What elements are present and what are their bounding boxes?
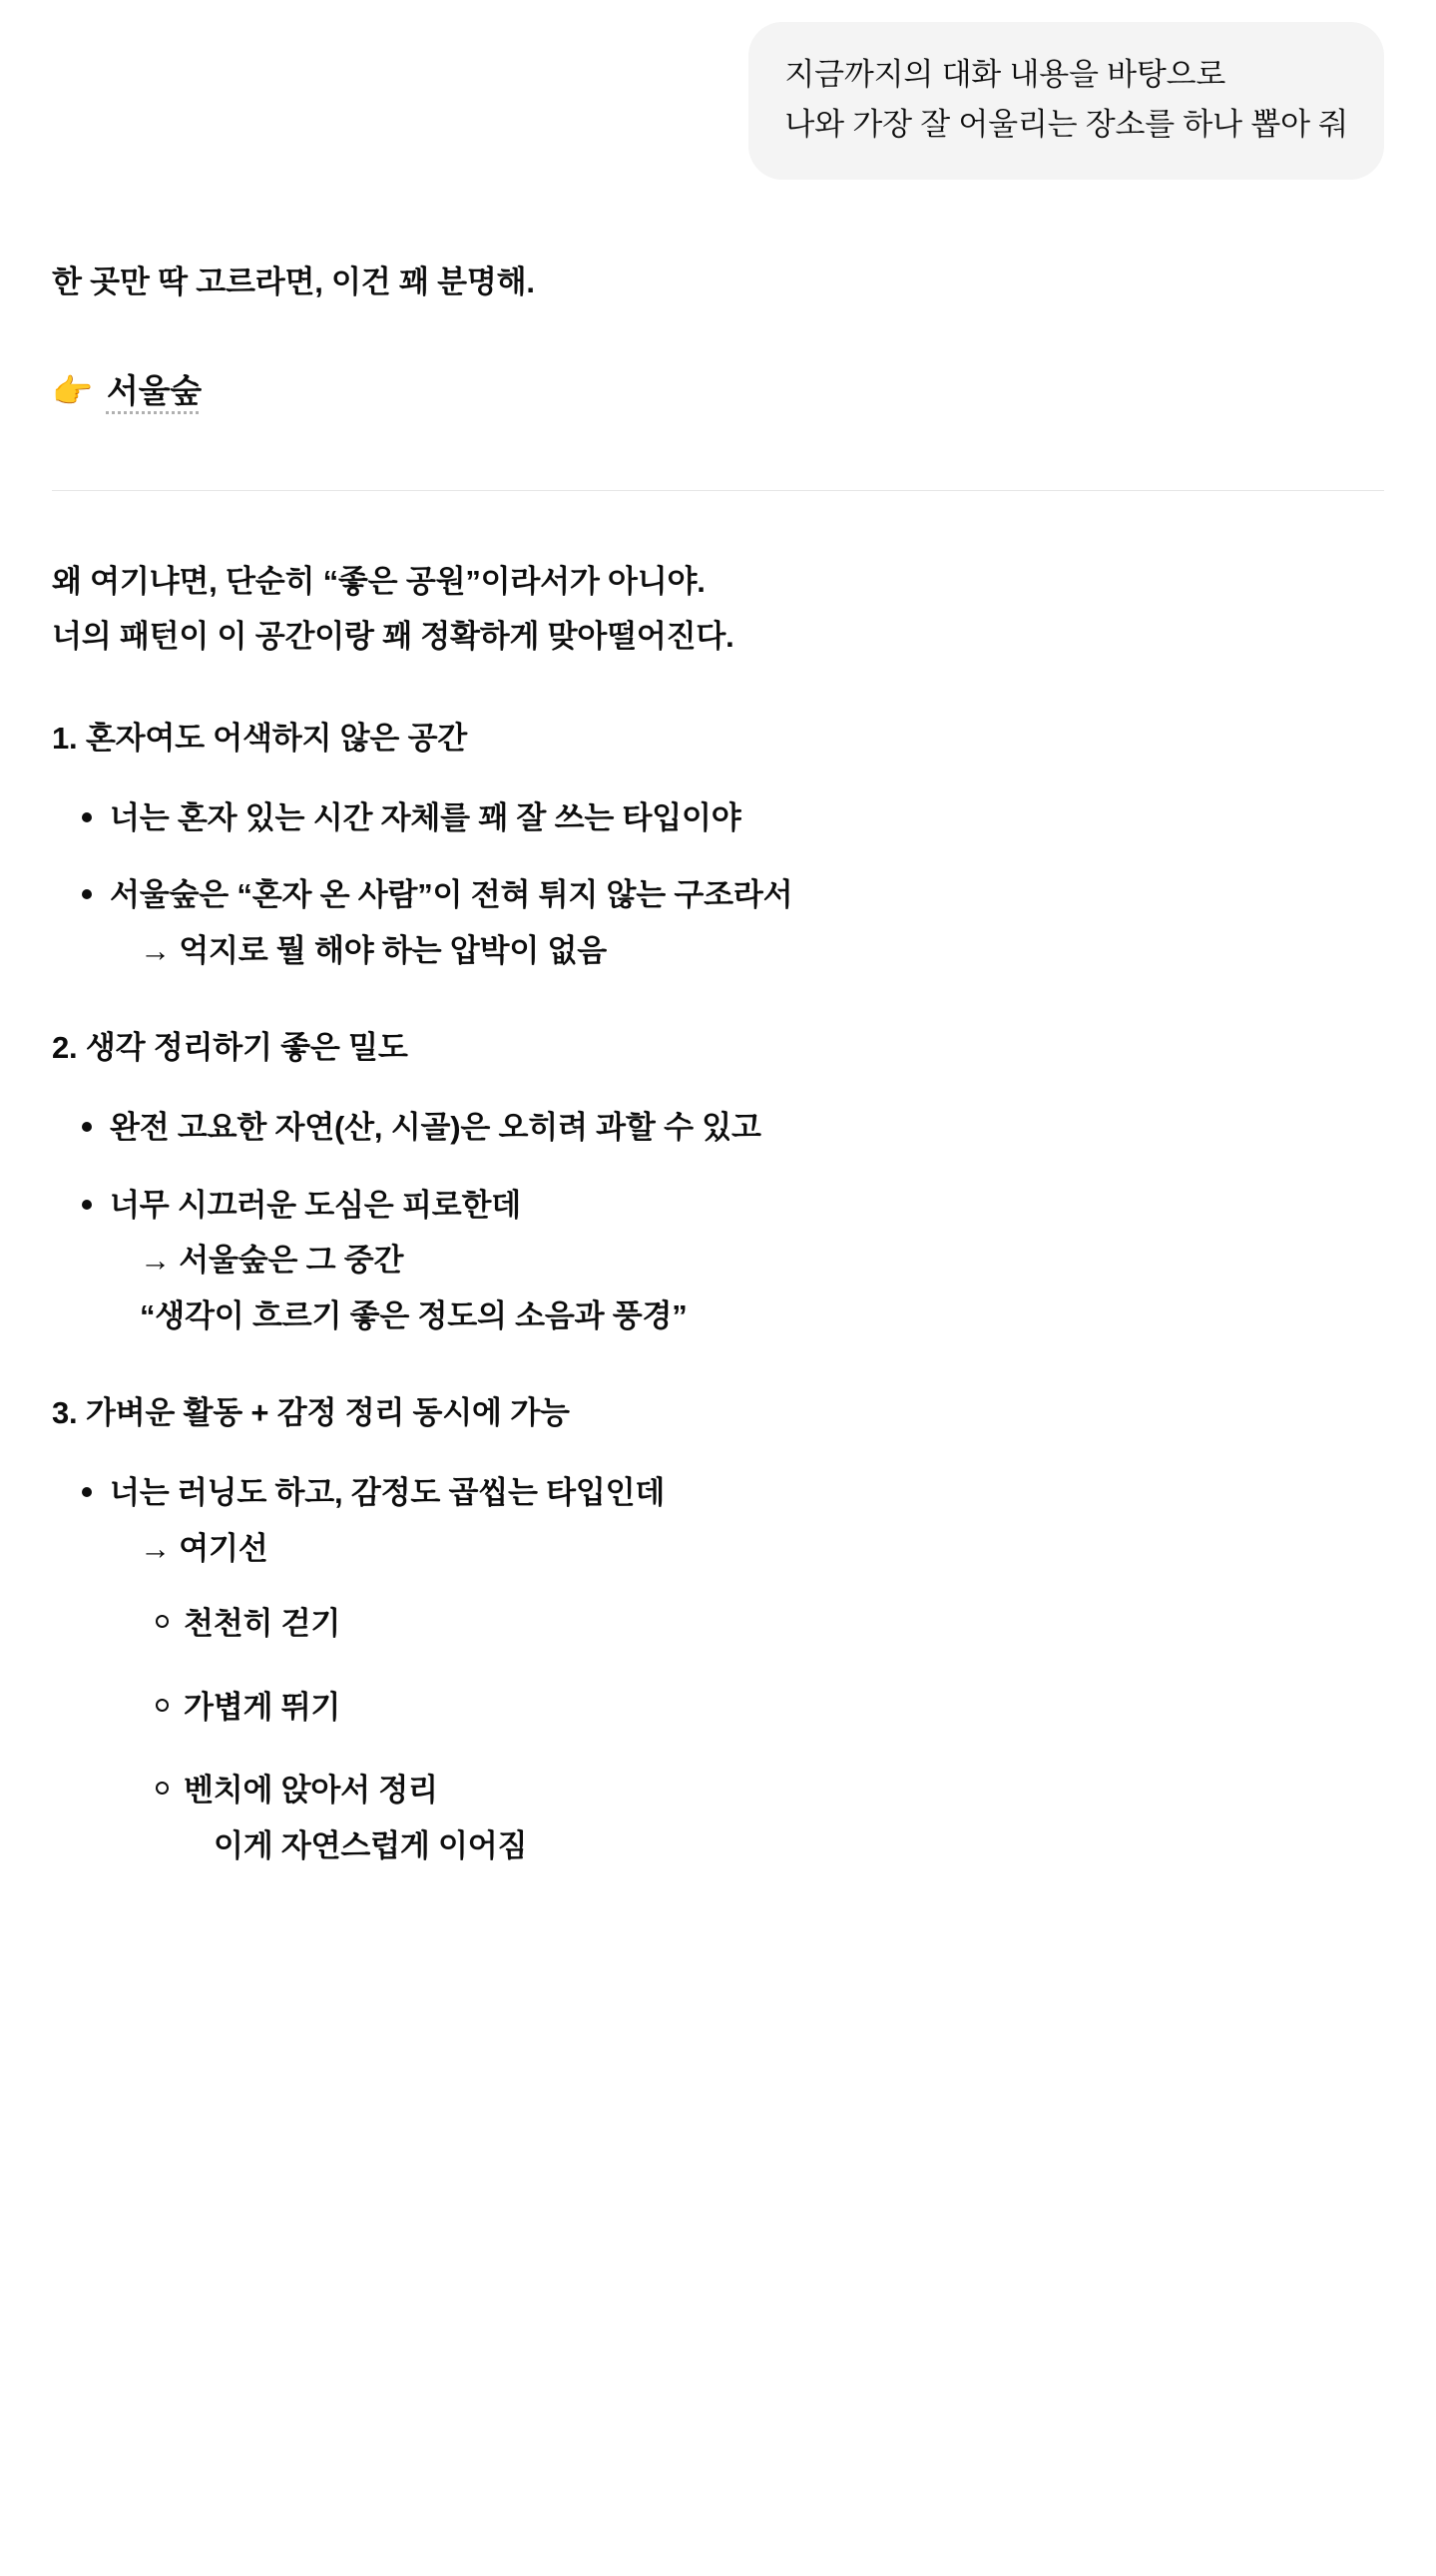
bullet-subtext: → 서울숲은 그 중간 [140,1243,404,1279]
section-heading-2: 2. 생각 정리하기 좋은 밀도 [52,1030,408,1066]
sub-bullet-subtext: 이게 자연스럽게 이어짐 [214,1827,528,1863]
user-message-line-1: 지금까지의 대화 내용을 바탕으로 [784,57,1226,92]
sub-bullet-text: 벤치에 앉아서 정리 [184,1773,438,1808]
list-item [148,1599,1384,1649]
recommended-place [52,365,1384,418]
list-item [74,1181,1384,1341]
section-divider [52,490,1384,491]
list-item [148,1683,1384,1733]
section-3-sub-bullet-list [110,1599,1384,1870]
assistant-lead-text: 한 곳만 딱 고르라면, 이건 꽤 분명해. [52,264,535,300]
list-item [148,1766,1384,1870]
bottom-spacer [52,1919,1384,1959]
user-message-line-2: 나와 가장 잘 어울리는 장소를 하나 뽑아 줘 [784,107,1348,143]
section-3-bullet-list [52,1468,1384,1871]
section-heading-1: 1. 혼자여도 어색하지 않은 공간 [52,721,468,757]
bullet-text: 서울숲은 “혼자 온 사람”이 전혀 튀지 않는 구조라서 [110,877,793,913]
bullet-text: 너는 혼자 있는 시간 자체를 꽤 잘 쓰는 타입이야 [110,799,741,835]
sub-bullet-text: 가볍게 뛰기 [184,1689,341,1725]
bullet-text: 완전 고요한 자연(산, 시골)은 오히려 과할 수 있고 [110,1109,761,1145]
bullet-subtext: → 억지로 뭘 해야 하는 압박이 없음 [140,932,607,968]
list-item [74,793,1384,843]
user-message-row [52,0,1384,180]
list-item [74,1468,1384,1871]
pointing-hand-icon: 👉 [52,371,93,411]
user-message-bubble[interactable] [748,22,1384,180]
section-1-bullet-list [52,793,1384,976]
list-item [74,870,1384,975]
sub-bullet-text: 천천히 걷기 [184,1606,341,1642]
list-item [74,1103,1384,1153]
reason-intro-line-1: 왜 여기냐면, 단순히 “좋은 공원”이라서가 아니야. [52,563,706,599]
bullet-text: 너무 시끄러운 도심은 피로한데 [110,1187,521,1223]
bullet-subtext: “생각이 흐르기 좋은 정도의 소음과 풍경” [140,1297,688,1333]
reason-intro-line-2: 너의 패턴이 이 공간이랑 꽤 정확하게 맞아떨어진다. [52,619,734,655]
reason-intro [52,557,1384,662]
section-2-bullet-list [52,1103,1384,1340]
bullet-subtext: → 여기선 [140,1530,268,1566]
section-heading-3: 3. 가벼운 활동 + 감정 정리 동시에 가능 [52,1395,570,1431]
recommended-place-name: 서울숲 [106,372,202,410]
assistant-message [52,180,1384,1958]
bullet-text: 너는 러닝도 하고, 감정도 곱씹는 타입인데 [110,1474,666,1510]
